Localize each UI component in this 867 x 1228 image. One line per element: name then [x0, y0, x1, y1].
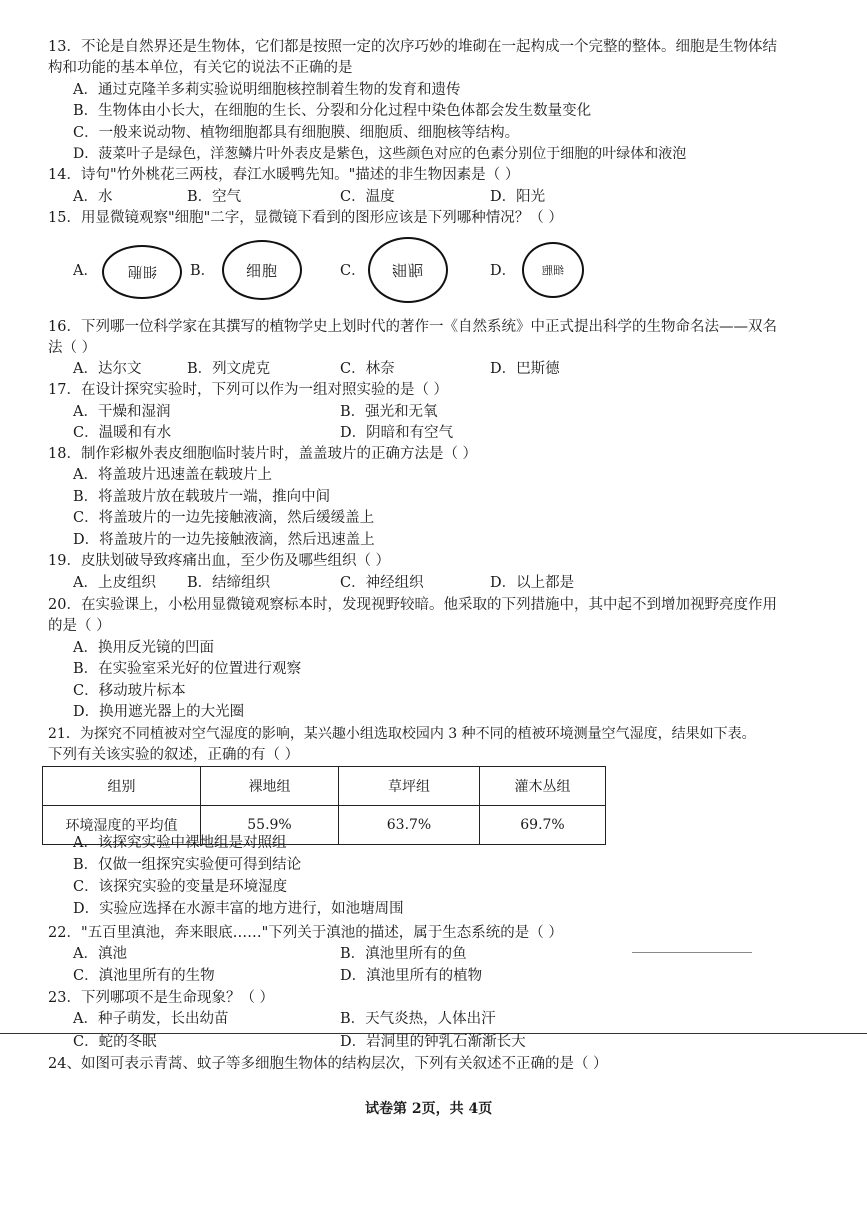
q20-option-b: B．在实验室采光好的位置进行观察: [73, 661, 302, 677]
q16-stem: 法（ ）: [48, 340, 97, 356]
q18-option-c: C．将盖玻片的一边先接触液滴，然后缓缓盖上: [73, 510, 375, 526]
table-header-cell: 裸地组: [201, 767, 339, 806]
q20-option-c: C．移动玻片标本: [73, 683, 186, 699]
q19-option-a: A．上皮组织: [73, 575, 156, 591]
q20-option-d: D．换用遮光器上的大光圈: [73, 704, 245, 720]
q16-stem: 16．下列哪一位科学家在其撰写的植物学史上划时代的著作一《自然系统》中正式提出科学的生物命名法——双名: [48, 319, 777, 335]
q18-option-a: A．将盖玻片迅速盖在载玻片上: [73, 467, 272, 483]
table-header-cell: 灌木丛组: [480, 767, 606, 806]
microscope-view-a: 细胞: [102, 245, 182, 299]
q17-option-b: B．强光和无氧: [340, 404, 438, 420]
q13-stem: 构和功能的基本单位，有关它的说法不正确的是: [48, 60, 353, 76]
q18-stem: 18．制作彩椒外表皮细胞临时装片时，盖盖玻片的正确方法是（ ）: [48, 446, 478, 462]
q19-option-c: C．神经组织: [340, 575, 424, 591]
q22-stem: 22．"五百里滇池，奔来眼底……"下列关于滇池的描述，属于生态系统的是（ ）: [48, 925, 563, 941]
q13-option-a: A．通过克隆羊多莉实验说明细胞核控制着生物的发育和遗传: [73, 82, 461, 98]
q21-option-a: A．该探究实验中裸地组是对照组: [73, 835, 287, 851]
q15-stem: 15．用显微镜观察"细胞"二字，显微镜下看到的图形应该是下列哪种情况？（ ）: [48, 210, 563, 226]
q16-option-c: C．林奈: [340, 361, 395, 377]
table-header-row: [43, 767, 606, 806]
microscope-view-c: 细胞: [368, 237, 448, 303]
q23-option-d: D．岩洞里的钟乳石渐渐长大: [340, 1034, 526, 1050]
q14-stem: 14．诗句"竹外桃花三两枝，春江水暖鸭先知。"描述的非生物因素是（ ）: [48, 167, 520, 183]
q15-option-d: D．: [490, 263, 517, 279]
scan-mark: [632, 952, 752, 953]
q22-option-d: D．滇池里所有的植物: [340, 968, 483, 984]
q23-stem: 23．下列哪项不是生命现象？（ ）: [48, 990, 275, 1006]
q23-option-b: B．天气炎热，人体出汗: [340, 1011, 496, 1027]
q20-option-a: A．换用反光镜的凹面: [73, 640, 214, 656]
q21-option-b: B．仅做一组探究实验便可得到结论: [73, 857, 302, 873]
q13-option-b: B．生物体由小长大，在细胞的生长、分裂和分化过程中染色体都会发生数量变化: [73, 103, 592, 119]
table-cell: 环境湿度的平均值: [43, 806, 201, 845]
q20-stem: 的是（ ）: [48, 618, 111, 634]
q22-option-a: A．滇池: [73, 946, 127, 962]
q13-stem: 13．不论是自然界还是生物体，它们都是按照一定的次序巧妙的堆砌在一起构成一个完整的整体。细胞是生物体结: [48, 39, 777, 55]
q14-option-c: C．温度: [340, 189, 395, 205]
q18-option-d: D．将盖玻片的一边先接触液滴，然后迅速盖上: [73, 532, 375, 548]
q15-option-c: C．: [340, 263, 366, 279]
q13-option-c: C．一般来说动物、植物细胞都具有细胞膜、细胞质、细胞核等结构。: [73, 125, 520, 141]
q17-option-c: C．温暖和有水: [73, 425, 172, 441]
q19-option-b: B．结缔组织: [187, 575, 271, 591]
microscope-view-b: 细胞: [222, 240, 302, 300]
q16-option-a: A．达尔文: [73, 361, 142, 377]
q14-option-d: D．阳光: [490, 189, 546, 205]
microscope-view-d: 细胞: [522, 242, 584, 298]
q17-option-d: D．阴暗和有空气: [340, 425, 454, 441]
q23-option-c: C．蛇的冬眠: [73, 1034, 157, 1050]
q21-stem: 21．为探究不同植被对空气湿度的影响，某兴趣小组选取校园内 3 种不同的植被环境测量空气湿度，结果如下表。: [48, 726, 756, 742]
q21-option-d: D．实验应选择在水源丰富的地方进行，如池塘周围: [73, 901, 404, 917]
q23-option-a: A．种子萌发，长出幼苗: [73, 1011, 229, 1027]
q15-option-b: B．: [190, 263, 216, 279]
q19-stem: 19．皮肤划破导致疼痛出血，至少伤及哪些组织（ ）: [48, 553, 391, 569]
q24-stem: 24、如图可表示青蒿、蚊子等多细胞生物体的结构层次，下列有关叙述不正确的是（ ）: [48, 1056, 608, 1072]
table-header-cell: 组别: [43, 767, 201, 806]
q22-option-c: C．滇池里所有的生物: [73, 968, 215, 984]
q14-option-b: B．空气: [187, 189, 242, 205]
q14-option-a: A．水: [73, 189, 113, 205]
table-header-cell: 草坪组: [339, 767, 480, 806]
q18-option-b: B．将盖玻片放在载玻片一端，推向中间: [73, 489, 331, 505]
q16-option-b: B．列文虎克: [187, 361, 271, 377]
q21-stem: 下列有关该实验的叙述，正确的有（ ）: [48, 747, 300, 763]
q15-option-a: A．: [73, 263, 98, 279]
q22-option-b: B．滇池里所有的鱼: [340, 946, 467, 962]
table-cell: 55.9%: [201, 806, 339, 845]
q13-option-d: D．菠菜叶子是绿色，洋葱鳞片叶外表皮是紫色，这些颜色对应的色素分别位于细胞的叶绿体和液泡: [73, 146, 687, 162]
q16-option-d: D．巴斯德: [490, 361, 560, 377]
q21-option-c: C．该探究实验的变量是环境湿度: [73, 879, 288, 895]
page-footer: 试卷第 2页，共 4页: [365, 1101, 493, 1117]
q17-stem: 17．在设计探究实验时，下列可以作为一组对照实验的是（ ）: [48, 382, 449, 398]
q20-stem: 20．在实验课上，小松用显微镜观察标本时，发现视野较暗。他采取的下列措施中，其中起不到增加视野亮度作用: [48, 597, 777, 613]
q17-option-a: A．干燥和湿润: [73, 404, 171, 420]
table-cell: 69.7%: [480, 806, 606, 845]
table-cell: 63.7%: [339, 806, 480, 845]
q19-option-d: D．以上都是: [490, 575, 575, 591]
